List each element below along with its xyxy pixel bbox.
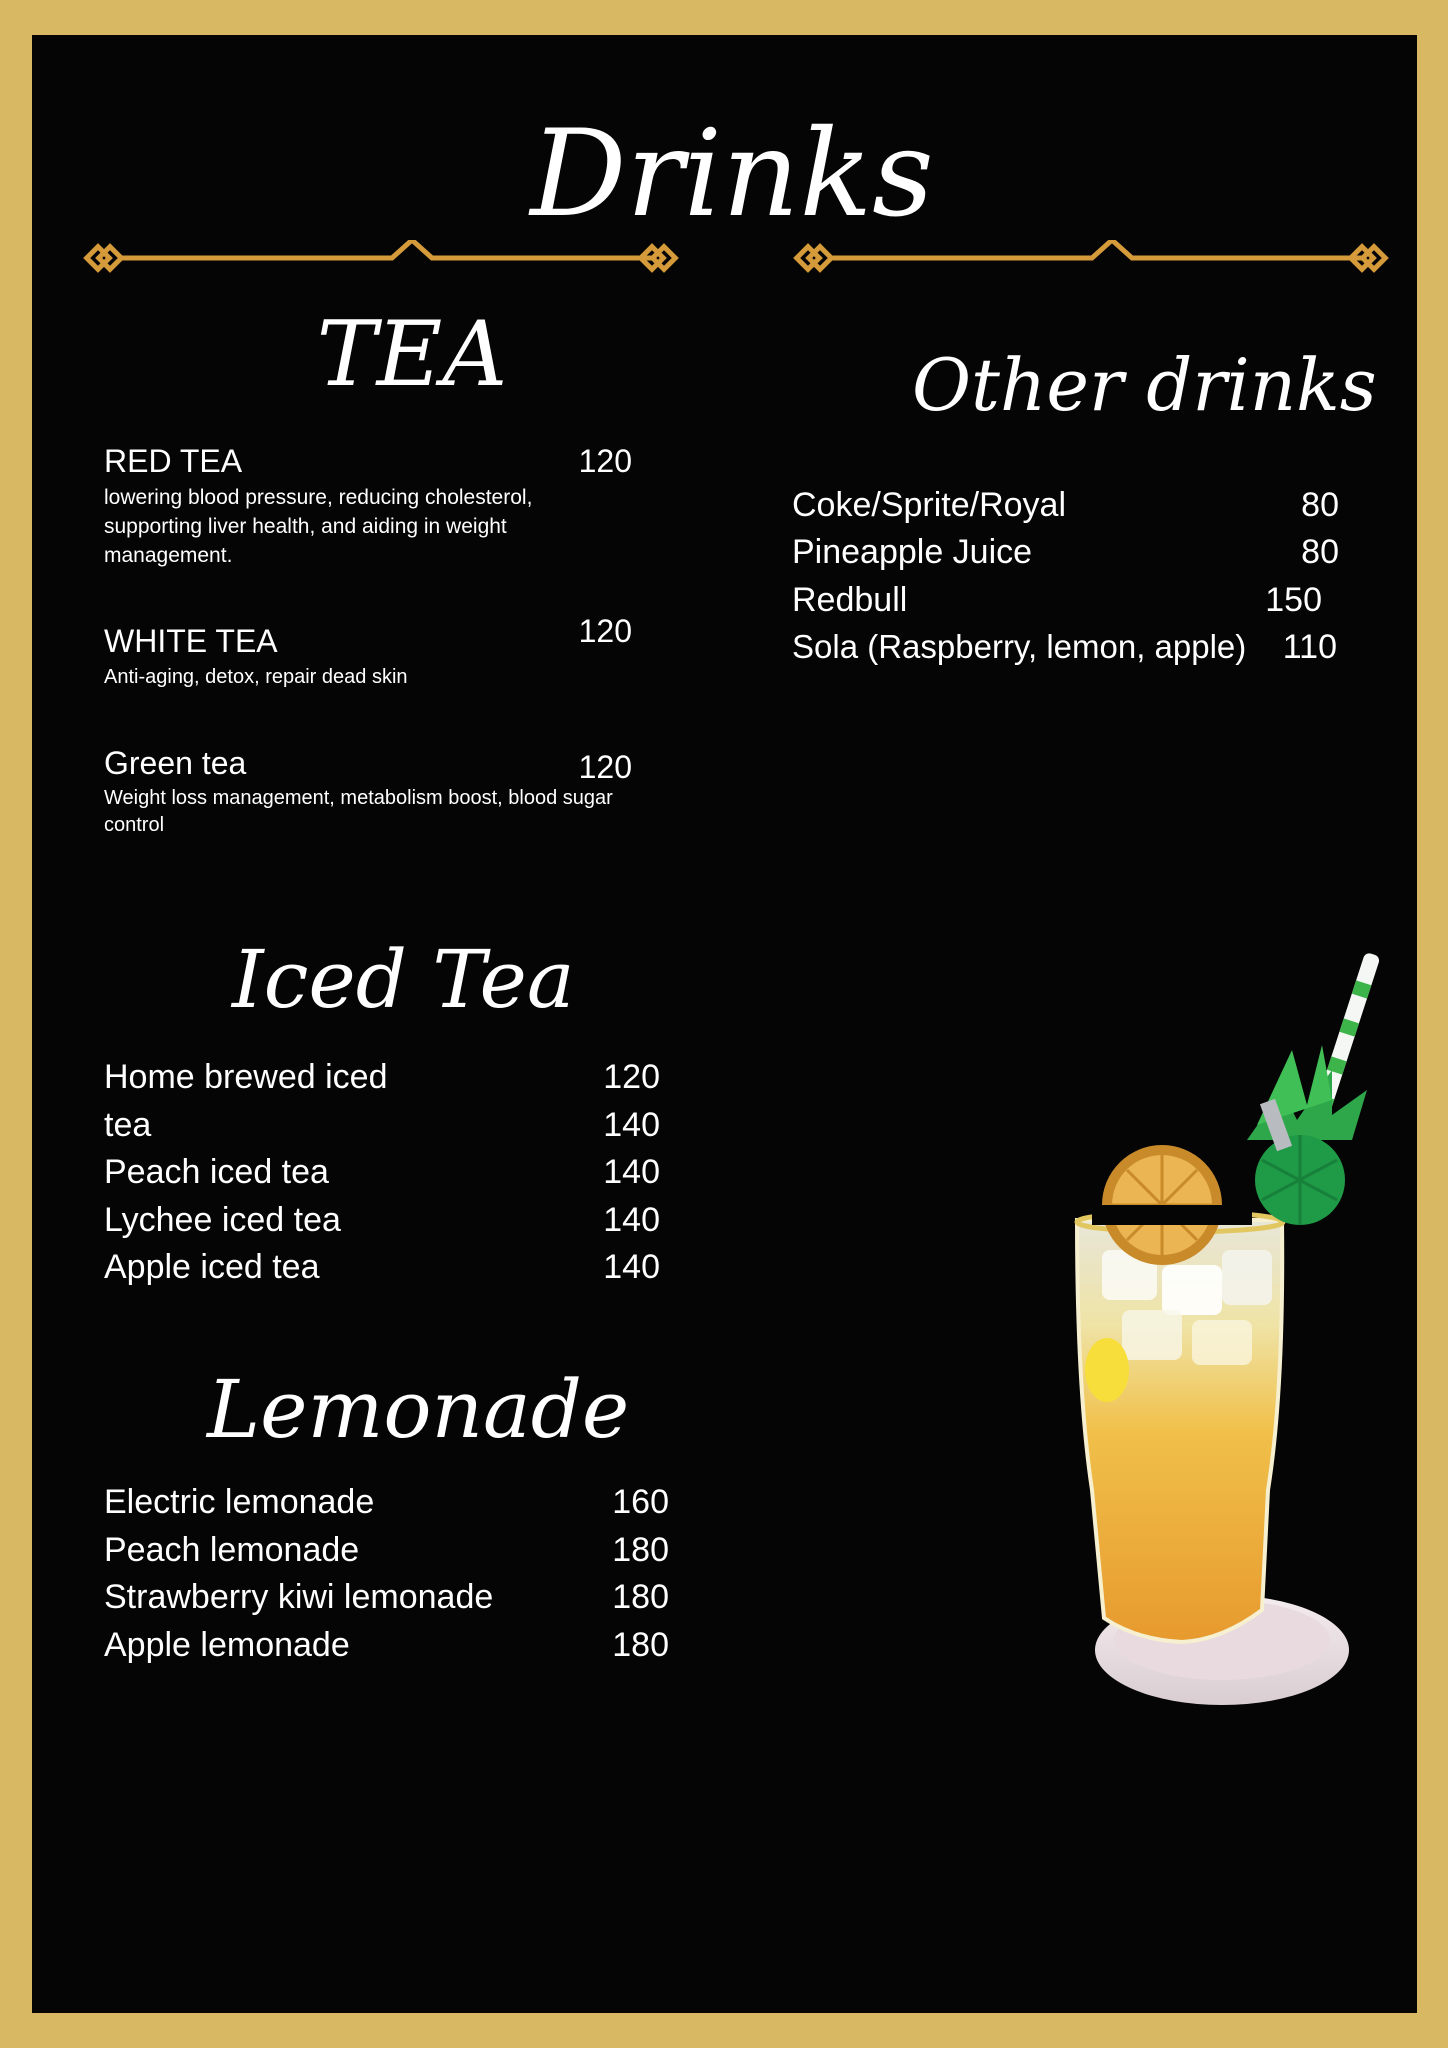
other-item-price: 80 bbox=[1301, 486, 1339, 524]
tea-item-name: Green tea bbox=[104, 745, 247, 781]
iced-tea-item-price: 140 bbox=[603, 1248, 660, 1286]
iced-tea-item-price: 140 bbox=[603, 1106, 660, 1144]
tea-item-price: 120 bbox=[578, 749, 632, 785]
tea-item-price: 120 bbox=[578, 613, 632, 649]
left-divider-ornament bbox=[82, 240, 682, 280]
tea-item-name: WHITE TEA bbox=[104, 623, 278, 659]
lemonade-item-price: 160 bbox=[612, 1483, 669, 1521]
iced-tea-item-name: Peach iced tea bbox=[104, 1153, 329, 1191]
tea-item-desc: lowering blood pressure, reducing cholesterol, supporting liver health, and aiding in weight management. bbox=[104, 486, 533, 567]
iced-tea-item-name: tea bbox=[104, 1106, 152, 1144]
lemonade-heading: Lemonade bbox=[207, 1363, 630, 1456]
menu-title: Drinks bbox=[530, 105, 934, 244]
tea-heading: TEA bbox=[316, 302, 508, 407]
tea-item-price: 120 bbox=[578, 443, 632, 479]
other-item-price: 110 bbox=[1282, 628, 1337, 666]
tea-item-desc: Anti-aging, detox, repair dead skin bbox=[104, 666, 408, 688]
iced-tea-item-price: 140 bbox=[603, 1201, 660, 1239]
other-item-name: Sola (Raspberry, lemon, apple) bbox=[792, 628, 1247, 665]
iced-tea-item-name: Apple iced tea bbox=[104, 1248, 320, 1286]
other-drinks-heading: Other drinks bbox=[912, 343, 1377, 427]
iced-tea-item-name: Lychee iced tea bbox=[104, 1201, 341, 1239]
iced-tea-glass-icon bbox=[1032, 950, 1412, 1750]
iced-tea-item-price: 120 bbox=[603, 1058, 660, 1096]
lemonade-item-name: Apple lemonade bbox=[104, 1626, 350, 1664]
iced-tea-item-name: Home brewed iced bbox=[104, 1058, 388, 1096]
iced-tea-heading: Iced Tea bbox=[232, 933, 575, 1026]
other-item-name: Pineapple Juice bbox=[792, 533, 1033, 571]
lemonade-item-price: 180 bbox=[612, 1531, 669, 1569]
other-item-price: 150 bbox=[1265, 581, 1322, 619]
other-item-name: Coke/Sprite/Royal bbox=[792, 486, 1067, 524]
iced-tea-item-price: 140 bbox=[603, 1153, 660, 1191]
tea-item-name: RED TEA bbox=[104, 443, 243, 479]
lemonade-item-name: Peach lemonade bbox=[104, 1531, 360, 1569]
other-item-name: Redbull bbox=[792, 581, 908, 619]
lemonade-item-price: 180 bbox=[612, 1578, 669, 1616]
lemonade-item-name: Strawberry kiwi lemonade bbox=[104, 1578, 494, 1616]
lemonade-item-name: Electric lemonade bbox=[104, 1483, 375, 1521]
menu-panel bbox=[32, 35, 1417, 2013]
lemonade-item-price: 180 bbox=[612, 1626, 669, 1664]
tea-item-desc: Weight loss management, metabolism boost, blood sugar control bbox=[104, 787, 613, 836]
other-item-price: 80 bbox=[1301, 533, 1339, 571]
right-divider-ornament bbox=[792, 240, 1392, 280]
